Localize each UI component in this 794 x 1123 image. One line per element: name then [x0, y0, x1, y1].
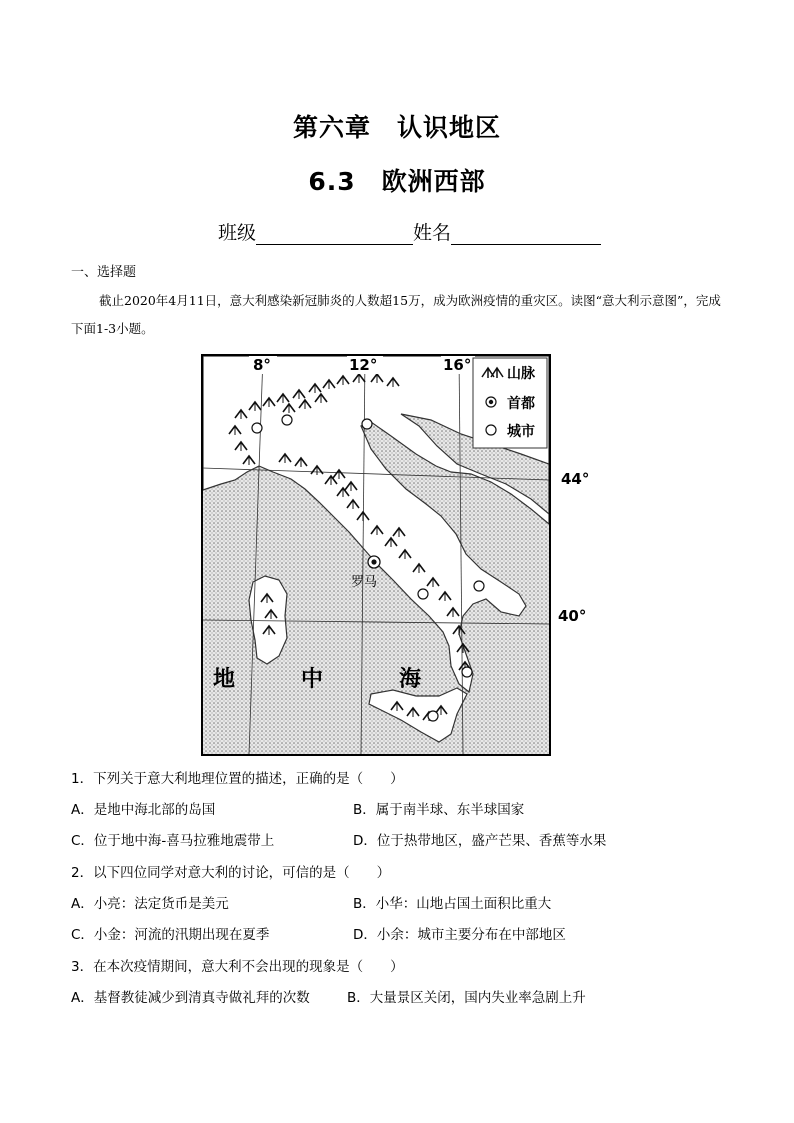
sea-char-1: 地 — [213, 667, 236, 692]
class-blank[interactable] — [256, 222, 413, 245]
name-label: 姓名 — [413, 222, 452, 244]
question-1-option-c[interactable]: C．位于地中海-喜马拉雅地震带上 — [71, 833, 275, 849]
question-1-stem: 1．下列关于意大利地理位置的描述，正确的是（ ） — [71, 771, 404, 787]
longitude-label-12: 12° — [349, 356, 378, 374]
chapter-title: 第六章 认识地区 — [292, 113, 501, 142]
longitude-label-8: 8° — [253, 356, 271, 374]
question-2-stem: 2．以下四位同学对意大利的讨论，可信的是（ ） — [71, 865, 391, 881]
question-1-option-d[interactable]: D．位于热带地区，盛产芒果、香蕉等水果 — [353, 833, 607, 849]
italy-map — [201, 354, 597, 756]
name-blank[interactable] — [451, 222, 601, 245]
latitude-label-40: 40° — [558, 607, 587, 625]
question-2-option-b[interactable]: B．小华：山地占国土面积比重大 — [353, 896, 552, 912]
question-1-option-a[interactable]: A．是地中海北部的岛国 — [71, 802, 216, 818]
question-3-stem: 3．在本次疫情期间，意大利不会出现的现象是（ ） — [71, 959, 404, 975]
sea-char-3: 海 — [399, 667, 422, 692]
legend-label-capital: 首都 — [507, 396, 535, 412]
question-3-option-b[interactable]: B．大量景区关闭，国内失业率急剧上升 — [347, 990, 586, 1006]
question-3-option-a[interactable]: A．基督教徒减少到清真寺做礼拜的次数 — [71, 990, 310, 1006]
legend-label-city: 城市 — [507, 424, 535, 440]
question-2-option-a[interactable]: A．小亮：法定货币是美元 — [71, 896, 229, 912]
capital-marker — [368, 556, 380, 568]
longitude-label-16: 16° — [443, 356, 472, 374]
question-2-option-c[interactable]: C．小金：河流的汛期出现在夏季 — [71, 927, 270, 943]
capital-icon — [486, 397, 496, 407]
question-2-option-d[interactable]: D．小余：城市主要分布在中部地区 — [353, 927, 566, 943]
section-heading: 一、选择题 — [71, 265, 137, 280]
class-label: 班级 — [218, 222, 257, 244]
legend-label-mountain: 山脉 — [507, 366, 535, 382]
sea-char-2: 中 — [301, 667, 324, 692]
section-title: 6.3 欧洲西部 — [308, 167, 486, 196]
map-legend — [473, 358, 547, 448]
student-info-line — [218, 218, 601, 245]
latitude-label-44: 44° — [561, 470, 590, 488]
capital-label: 罗马 — [351, 574, 378, 589]
question-1-option-b[interactable]: B．属于南半球、东半球国家 — [353, 802, 525, 818]
city-icon — [486, 425, 496, 435]
reading-passage: 截止2020年4月11日，意大利感染新冠肺炎的人数超15万，成为欧洲疫情的重灾区。读图“意大利示意图”，完成下面1-3小题。 — [71, 293, 721, 336]
